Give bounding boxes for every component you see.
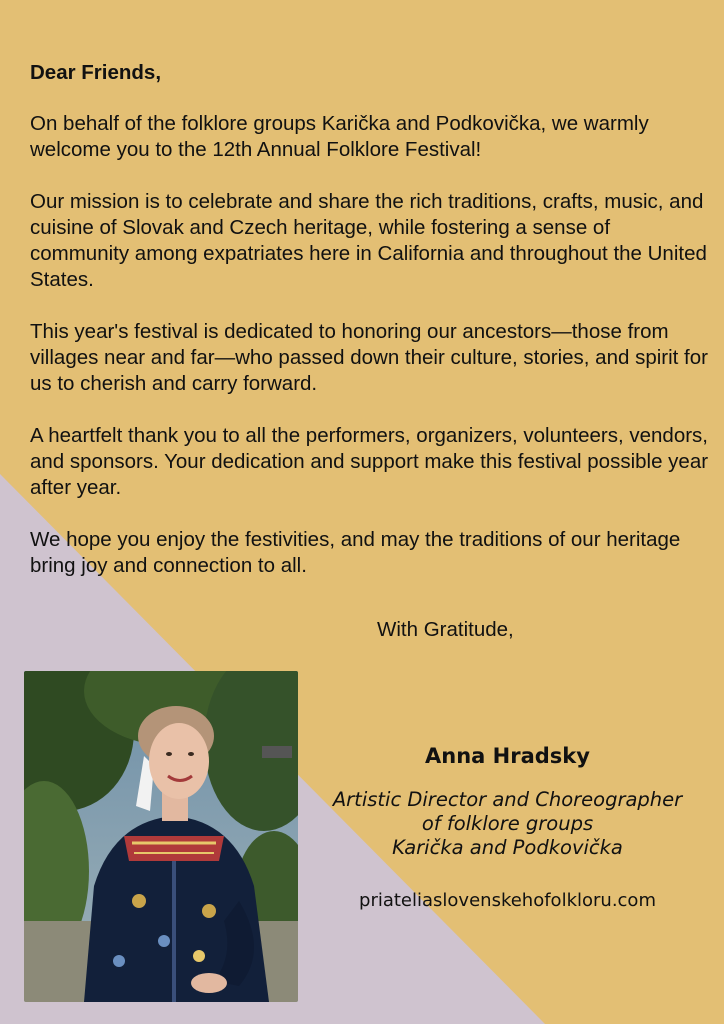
paragraph-dedication: This year's festival is dedicated to honoring our ancestors—those from villages near and far—who passed down their culture, stories, and spirit for us to cherish and carry forward. xyxy=(30,320,708,395)
portrait-photo xyxy=(24,671,298,1002)
signature-title xyxy=(305,788,710,860)
paragraph-wishes: We hope you enjoy the festivities, and may the traditions of our heritage bring joy and connection to all. xyxy=(30,528,681,577)
signature-title-line: Karička and Podkovička xyxy=(392,836,623,859)
paragraph-welcome: On behalf of the folklore groups Karička and Podkovička, we warmly welcome you to the 12th Annual Folklore Festival! xyxy=(30,112,649,161)
signature-title-line: Artistic Director and Choreographer xyxy=(332,788,683,811)
paragraph-mission: Our mission is to celebrate and share the rich traditions, crafts, music, and cuisine of Slovak and Czech heritage, while fostering a sense of community among expatriates here in California and throughout the United States. xyxy=(30,190,707,291)
signature-title-line: of folklore groups xyxy=(421,812,594,835)
website-text: priateliaslovenskehofolkloru.com xyxy=(359,890,656,911)
closing: With Gratitude, xyxy=(377,618,514,641)
signature-name: Anna Hradsky xyxy=(425,744,590,768)
paragraph-thanks: A heartfelt thank you to all the performers, organizers, volunteers, vendors, and sponsors. Your dedication and support make this festival possible year after year. xyxy=(30,424,709,499)
letter-body xyxy=(30,60,710,605)
greeting: Dear Friends, xyxy=(30,61,162,84)
